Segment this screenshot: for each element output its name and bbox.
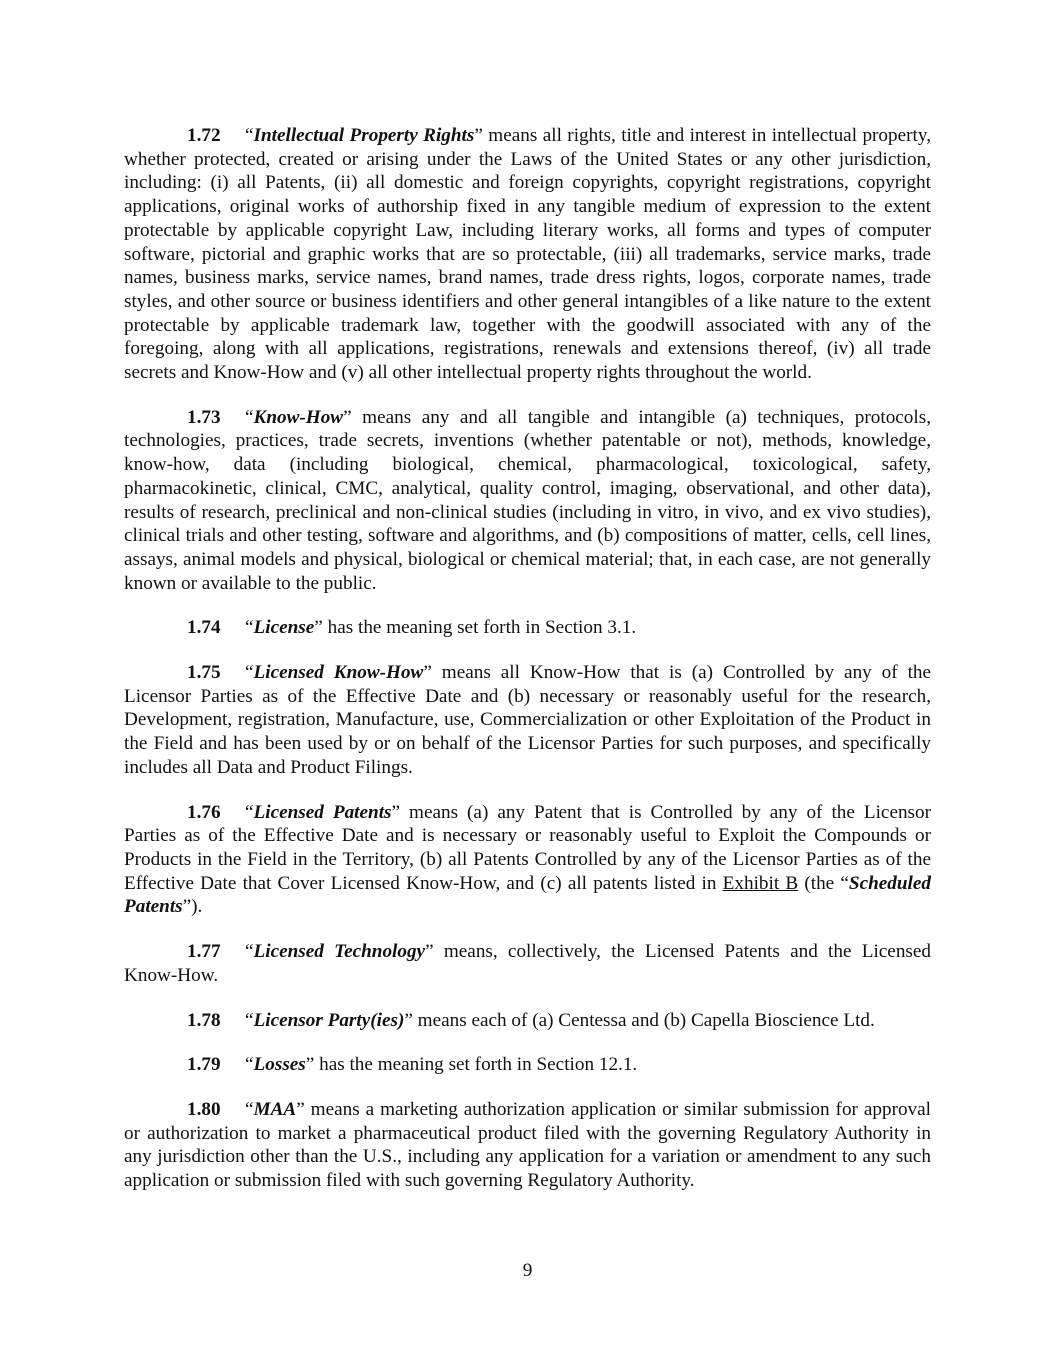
section-number: 1.78 xyxy=(187,1009,221,1031)
defined-term: Licensed Patents xyxy=(253,801,392,823)
defined-term: Scheduled Patents xyxy=(124,872,931,918)
section-1-73: 1.73 “Know-How” means any and all tangible and intangible (a) techniques, protocols, technologies, practices, trade secrets, inventions (whether patentable or not), methods, knowledge, know-how, data (including biological, chemical, pharmacological, toxicological, safety, pharmacokinetic, clinical, CMC, analytical, quality control, imaging, observational, and other data), results of research, preclinical and non-clinical studies (including in vitro, in vivo, and ex vivo studies), clinical trials and other testing, software and algorithms, and (b) compositions of matter, cells, cell lines, assays, animal models and physical, biological or chemical material; that, in each case, are not generally known or available to the public. xyxy=(124,406,931,594)
defined-term: License xyxy=(253,617,315,639)
defined-term: Licensed Know-How xyxy=(253,662,424,684)
defined-term: Intellectual Property Rights xyxy=(253,125,475,146)
section-1-75: 1.75 “Licensed Know-How” means all Know-How that is (a) Controlled by any of the Licensor Parties as of the Effective Date and (b) necessary or reasonably useful for the research, Development, registration, Manufacture, use, Commercialization or other Exploitation of the Product in the Field and has been used by or on behalf of the Licensor Parties for such purposes, and specifically includes all Data and Product Filings. xyxy=(124,662,932,778)
section-1-77: 1.77 “Licensed Technology” means, collectively, the Licensed Patents and the Licensed Know-How. xyxy=(124,941,931,986)
section-1-76: 1.76 “Licensed Patents” means (a) any Patent that is Controlled by any of the Licensor Parties as of the Effective Date and is necessary or reasonably useful to Exploit the Compounds or Products in the Field in the Territory, (b) all Patents Controlled by any of the Licensor Parties as of the Effective Date that Cover Licensed Know-How, and (c) all patents listed in Exhibit B (the “Scheduled Patents”). xyxy=(124,801,932,918)
defined-term: Licensed Technology xyxy=(253,941,426,963)
definition-text: means each of (a) Centessa and (b) Capella Bioscience Ltd. xyxy=(412,1009,875,1031)
section-1-74: 1.74 “License” has the meaning set forth in Section 3.1. xyxy=(187,617,637,639)
defined-term: Know-How xyxy=(253,406,344,428)
document-page xyxy=(124,124,931,1214)
definition-text: means all Know-How that is (a) Controlled by any of the Licensor Parties as of the Effective Date and (b) necessary or reasonably useful for the research, Development, registration, Manufacture, use, Commercialization or other Exploitation of the Product in the Field and has been used by or on behalf of the Licensor Parties for such purposes, and specifically includes all Data and Product Filings. xyxy=(124,662,932,778)
section-number: 1.76 xyxy=(187,801,221,823)
section-number: 1.75 xyxy=(187,662,221,684)
definition-text: means, collectively, the Licensed Patents and the Licensed Know-How. xyxy=(124,941,931,986)
definition-text: means any and all tangible and intangible (a) techniques, protocols, technologies, practices, trade secrets, inventions (whether patentable or not), methods, knowledge, know-how, data (including biological, chemical, pharmacological, toxicological, safety, pharmacokinetic, clinical, CMC, analytical, quality control, imaging, observational, and other data), results of research, preclinical and non-clinical studies (including in vitro, in vivo, and ex vivo studies), clinical trials and other testing, software and algorithms, and (b) compositions of matter, cells, cell lines, assays, animal models and physical, biological or chemical material; that, in each case, are not generally known or available to the public. xyxy=(124,406,931,594)
defined-term: Losses xyxy=(253,1054,306,1076)
definition-text: means (a) any Patent that is Controlled by any of the Licensor Parties as of the Effective Date and is necessary or reasonably useful to Exploit the Compounds or Products in the Field in the Territory, (b) all Patents Controlled by any of the Licensor Parties as of the Effective Date that Cover Licensed Know-How, and (c) all patents listed in xyxy=(124,801,932,894)
section-number: 1.80 xyxy=(187,1098,221,1120)
section-number: 1.72 xyxy=(187,125,221,146)
section-number: 1.79 xyxy=(187,1054,221,1076)
definition-text: means all rights, title and interest in intellectual property, whether protected, created or arising under the Laws of the United States or any other jurisdiction, including: (i) all Patents, (ii) all domestic and foreign copyrights, copyright registrations, copyright applications, original works of authorship fixed in any tangible medium of expression to the extent protectable by applicable copyright Law, including literary works, all forms and types of computer software, pictorial and graphic works that are so protectable, (iii) all trademarks, service marks, trade names, business marks, service names, brand names, trade dress rights, logos, corporate names, trade styles, and other source or business identifiers and other general intangibles of a like nature to the extent protectable by applicable trademark law, together with the goodwill associated with any of the foregoing, along with all applications, registrations, renewals and extensions thereof, (iv) all trade secrets and Know-How and (v) all other intellectual property rights throughout the world. xyxy=(124,125,931,384)
defined-term: Licensor Party(ies) xyxy=(253,1009,405,1031)
section-1-72: 1.72 “Intellectual Property Rights” means all rights, title and interest in intellectual property, whether protected, created or arising under the Laws of the United States or any other jurisdiction, including: (i) all Patents, (ii) all domestic and foreign copyrights, copyright registrations, copyright applications, original works of authorship fixed in any tangible medium of expression to the extent protectable by applicable copyright Law, including literary works, all forms and types of computer software, pictorial and graphic works that are so protectable, (iii) all trademarks, service marks, trade names, business marks, service names, brand names, trade dress rights, logos, corporate names, trade styles, and other source or business identifiers and other general intangibles of a like nature to the extent protectable by applicable trademark law, together with the goodwill associated with any of the foregoing, along with all applications, registrations, renewals and extensions thereof, (iv) all trade secrets and Know-How and (v) all other intellectual property rights throughout the world. xyxy=(124,125,931,384)
section-1-79: 1.79 “Losses” has the meaning set forth in Section 12.1. xyxy=(187,1054,638,1076)
exhibit-b-reference: Exhibit B xyxy=(722,872,799,894)
definition-text: means a marketing authorization application or similar submission for approval or authorization to market a pharmaceutical product filed with the governing Regulatory Authority in any jurisdiction other than the U.S., including any application for a variation or amendment to any such application or submission filed with such governing Regulatory Authority. xyxy=(124,1098,931,1192)
section-number: 1.73 xyxy=(187,406,221,428)
defined-term: MAA xyxy=(253,1098,297,1120)
definition-text: has the meaning set forth in Section 3.1. xyxy=(322,617,637,639)
section-number: 1.74 xyxy=(187,617,221,639)
page-number: 9 xyxy=(522,1260,533,1281)
section-number: 1.77 xyxy=(187,941,221,963)
section-1-78: 1.78 “Licensor Party(ies)” means each of (a) Centessa and (b) Capella Bioscience Ltd. xyxy=(187,1009,875,1031)
definition-text: has the meaning set forth in Section 12.1. xyxy=(314,1054,638,1076)
section-1-80: 1.80 “MAA” means a marketing authorization application or similar submission for approval or authorization to market a pharmaceutical product filed with the governing Regulatory Authority in any jurisdiction other than the U.S., including any application for a variation or amendment to any such application or submission filed with such governing Regulatory Authority. xyxy=(124,1098,931,1192)
